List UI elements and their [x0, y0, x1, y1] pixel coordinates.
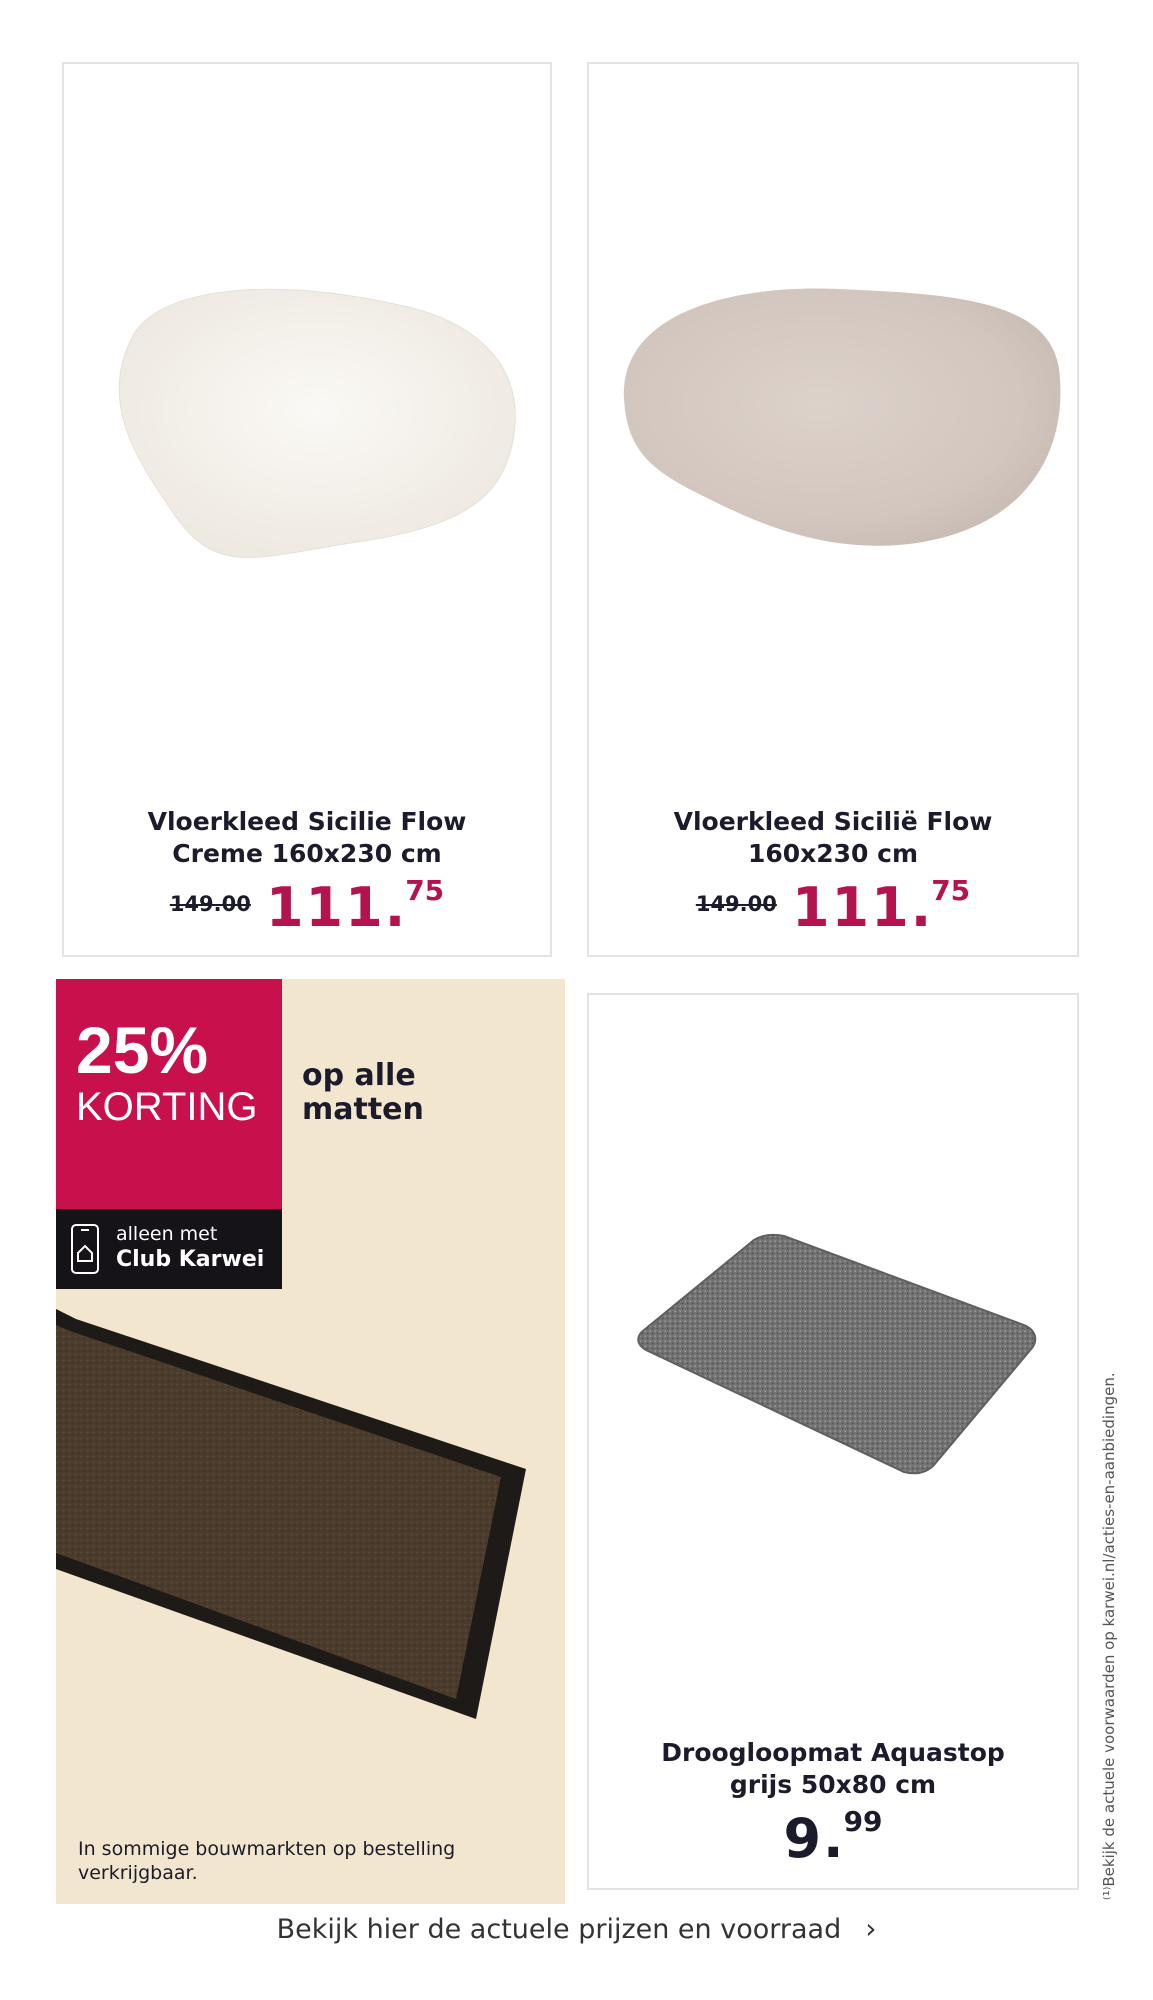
price-row — [64, 876, 550, 939]
old-price: 149.00 — [695, 892, 777, 916]
promo-headline — [302, 1059, 424, 1127]
club-karwei-bar — [56, 1209, 282, 1289]
price-decimals: 99 — [843, 1805, 883, 1838]
product-title: Droogloopmat Aquastop grijs 50x80 cm — [661, 1738, 1005, 1799]
club-label-small: alleen met — [116, 1223, 218, 1245]
price-dot: . — [823, 1807, 844, 1870]
phone-icon — [70, 1223, 100, 1275]
promo-note: In sommige bouwmarkten op bestelling verkrijgbaar. — [78, 1838, 456, 1884]
product-card-sicilie[interactable] — [587, 62, 1079, 957]
doormat-grey-image — [634, 1230, 1039, 1480]
price-decimals: 75 — [405, 874, 445, 907]
price-integer: 111 — [265, 876, 385, 939]
prices-stock-link[interactable] — [0, 1912, 1153, 1945]
product-title: Vloerkleed Sicilië Flow 160x230 cm — [673, 807, 993, 868]
promo-headline-line2: matten — [302, 1092, 424, 1127]
promo-panel[interactable] — [56, 979, 565, 1904]
terms-side-note: ⁽¹⁾Bekijk de actuele voorwaarden op karwei.nl/acties-en-aanbiedingen. — [1100, 1372, 1118, 1900]
rug-creme-image — [94, 274, 524, 594]
rug-sicilie-image — [609, 279, 1064, 579]
product-card-creme[interactable] — [62, 62, 552, 957]
discount-word: KORTING — [76, 1085, 258, 1129]
price-row — [589, 876, 1077, 939]
promo-headline-line1: op alle — [302, 1058, 416, 1093]
price-integer: 9 — [783, 1807, 824, 1870]
discount-badge — [56, 979, 282, 1209]
doormat-brown-image — [56, 1299, 565, 1739]
prices-stock-link-label: Bekijk hier de actuele prijzen en voorraad — [276, 1914, 842, 1945]
club-label-big: Club Karwei — [116, 1247, 265, 1272]
product-title: Vloerkleed Sicilie Flow Creme 160x230 cm — [147, 807, 467, 868]
price-integer: 111 — [791, 876, 911, 939]
price-row — [589, 1807, 1077, 1870]
discount-percent: 25% — [76, 1013, 209, 1087]
price-decimals: 75 — [931, 874, 971, 907]
old-price: 149.00 — [169, 892, 251, 916]
price-dot: . — [910, 876, 932, 939]
price-dot: . — [384, 876, 406, 939]
chevron-right-icon: › — [865, 1912, 877, 1945]
product-card-aquastop[interactable] — [587, 993, 1079, 1890]
